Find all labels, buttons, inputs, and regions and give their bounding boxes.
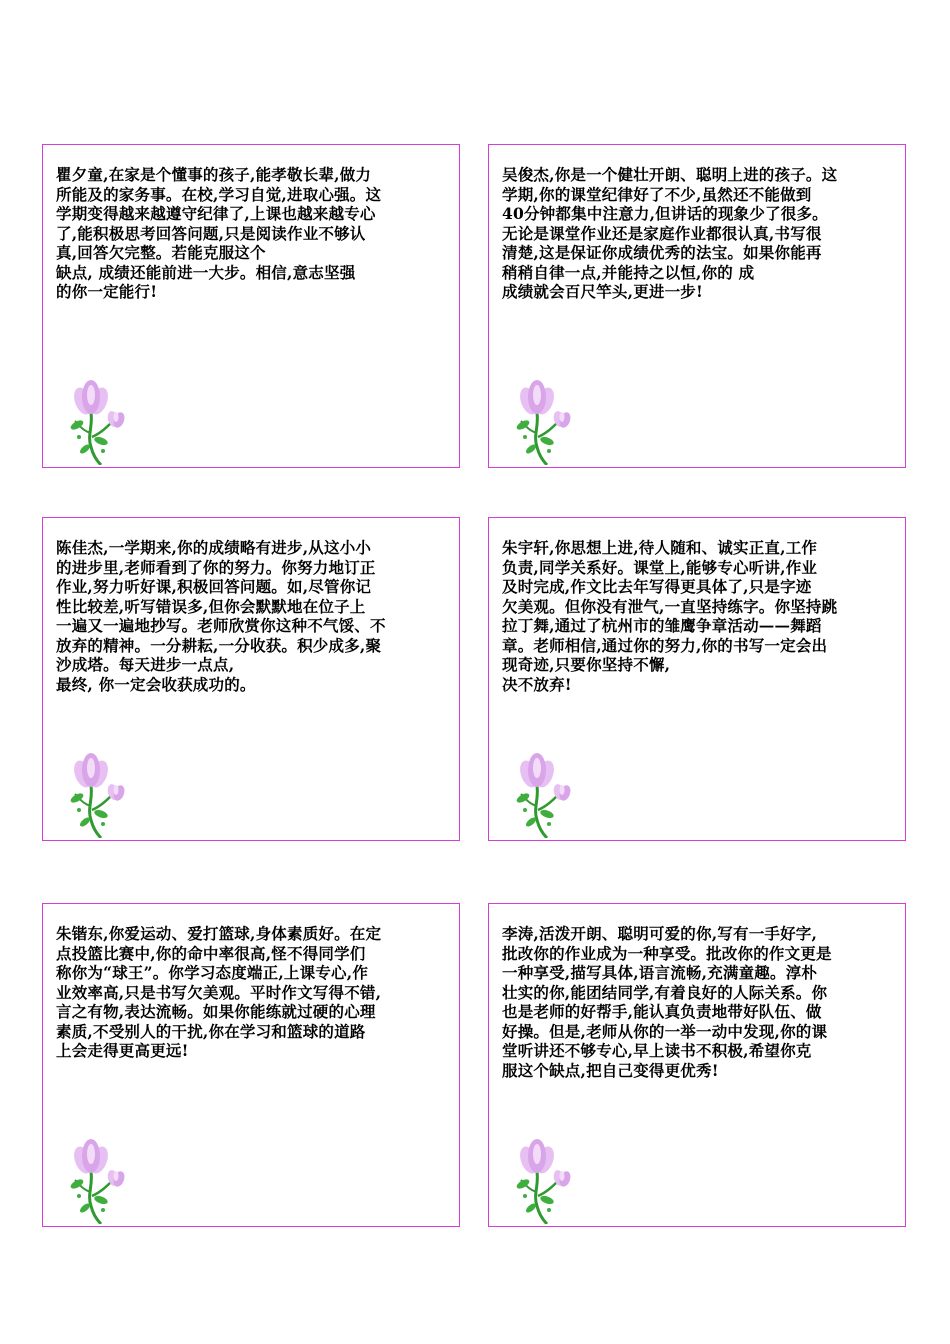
comment-line: 业效率高,只是书写欠美观。平时作文写得不错, <box>56 982 382 1002</box>
comment-line: 欠美观。但你没有泄气,一直坚持练字。你坚持跳 <box>502 596 838 616</box>
comment-text <box>56 165 451 302</box>
comment-line: 学期,你的课堂纪律好了不少,虽然还不能做到 <box>502 184 812 204</box>
comment-line: 批改你的作业成为一种享受。批改你的作文更是 <box>502 943 832 963</box>
comment-line: 缺点, 成绩还能前进一大步。相信,意志坚强 <box>56 262 356 282</box>
comment-line: 学期变得越来越遵守纪律了,上课也越来越专心 <box>56 204 376 223</box>
comment-line: 章。老师相信,通过你的努力,你的书写一定会出 <box>502 635 828 655</box>
comment-line: 称你为“球王”。你学习态度端正,上课专心,作 <box>56 963 369 982</box>
comment-line: 壮实的你,能团结同学,有着良好的人际关系。你 <box>502 982 828 1002</box>
comment-line: 上会走得更高更远! <box>56 1041 189 1060</box>
comment-line: 清楚,这是保证你成绩优秀的法宝。如果你能再 <box>502 243 822 262</box>
comment-line: 服这个缺点,把自己变得更优秀! <box>502 1060 719 1080</box>
comment-text <box>502 924 897 1080</box>
comment-line: 了,能积极思考回答问题,只是阅读作业不够认 <box>56 223 366 243</box>
flower-icon <box>503 375 581 465</box>
comment-card <box>42 517 460 841</box>
comment-line: 好操。但是,老师从你的一举一动中发现,你的课 <box>502 1021 828 1041</box>
comment-line: 作业,努力听好课,积极回答问题。如,尽管你记 <box>56 577 372 596</box>
comment-line: 李涛,活泼开朗、聪明可爱的你,写有一手好字, <box>502 924 818 943</box>
comment-line: 素质,不受别人的干扰,你在学习和篮球的道路 <box>56 1021 366 1041</box>
comment-line: 成绩就会百尺竿头,更进一步! <box>502 282 704 301</box>
flower-icon <box>57 748 135 838</box>
comment-line: 性比较差,听写错误多,但你会默默地在位子上 <box>56 596 366 616</box>
comment-line: 沙成塔。每天进步一点点, <box>56 655 235 674</box>
comment-line: 40分钟都集中注意力,但讲话的现象少了很多。 <box>502 204 828 223</box>
comment-line: 的你一定能行! <box>56 282 158 301</box>
flower-icon <box>57 375 135 465</box>
comment-line: 朱锴东,你爱运动、爱打篮球,身体素质好。在定 <box>56 924 382 943</box>
comment-line: 无论是课堂作业还是家庭作业都很认真,书写很 <box>502 223 822 243</box>
comment-line: 陈佳杰,一学期来,你的成绩略有进步,从这小小 <box>56 538 372 557</box>
comment-line: 瞿夕童,在家是个懂事的孩子,能孝敬长辈,做力 <box>56 165 372 184</box>
comment-line: 吴俊杰,你是一个健壮开朗、聪明上进的孩子。这 <box>502 165 838 184</box>
comment-line: 拉丁舞,通过了杭州市的雏鹰争章活动——舞蹈 <box>502 616 822 635</box>
comment-line: 放弃的精神。一分耕耘,一分收获。积少成多,聚 <box>56 635 382 655</box>
comment-text <box>502 165 897 302</box>
comment-line: 真,回答欠完整。若能克服这个 <box>56 243 266 262</box>
comment-card <box>488 903 906 1227</box>
comment-line: 一种享受,描写具体,语言流畅,充满童趣。淳朴 <box>502 963 818 982</box>
flower-icon <box>503 1134 581 1224</box>
comment-text <box>502 538 897 694</box>
comment-card <box>42 903 460 1227</box>
comment-line: 朱宇轩,你思想上进,待人随和、诚实正直,工作 <box>502 538 818 557</box>
comment-text <box>56 924 451 1061</box>
comment-card <box>488 517 906 841</box>
comment-line: 也是老师的好帮手,能认真负责地带好队伍、做 <box>502 1002 822 1021</box>
comment-line: 点投篮比赛中,你的命中率很高,怪不得同学们 <box>56 943 366 963</box>
comment-line: 决不放弃! <box>502 674 572 694</box>
comment-line: 的进步里,老师看到了你的努力。你努力地订正 <box>56 557 376 577</box>
comment-line: 稍稍自律一点,并能持之以恒,你的 成 <box>502 262 755 282</box>
comment-card <box>488 144 906 468</box>
comment-text <box>56 538 451 694</box>
flower-icon <box>503 748 581 838</box>
comment-line: 负责,同学关系好。课堂上,能够专心听讲,作业 <box>502 557 818 577</box>
comment-line: 言之有物,表达流畅。如果你能练就过硬的心理 <box>56 1002 376 1021</box>
flower-icon <box>57 1134 135 1224</box>
comment-card <box>42 144 460 468</box>
comment-line: 最终, 你一定会收获成功的。 <box>56 674 256 694</box>
comment-line: 堂听讲还不够专心,早上读书不积极,希望你克 <box>502 1041 812 1060</box>
comment-line: 现奇迹,只要你坚持不懈, <box>502 655 671 674</box>
comment-line: 一遍又一遍地抄写。老师欣赏你这种不气馁、不 <box>56 616 386 635</box>
comment-line: 所能及的家务事。在校,学习自觉,进取心强。这 <box>56 184 382 204</box>
comment-line: 及时完成,作文比去年写得更具体了,只是字迹 <box>502 577 812 596</box>
